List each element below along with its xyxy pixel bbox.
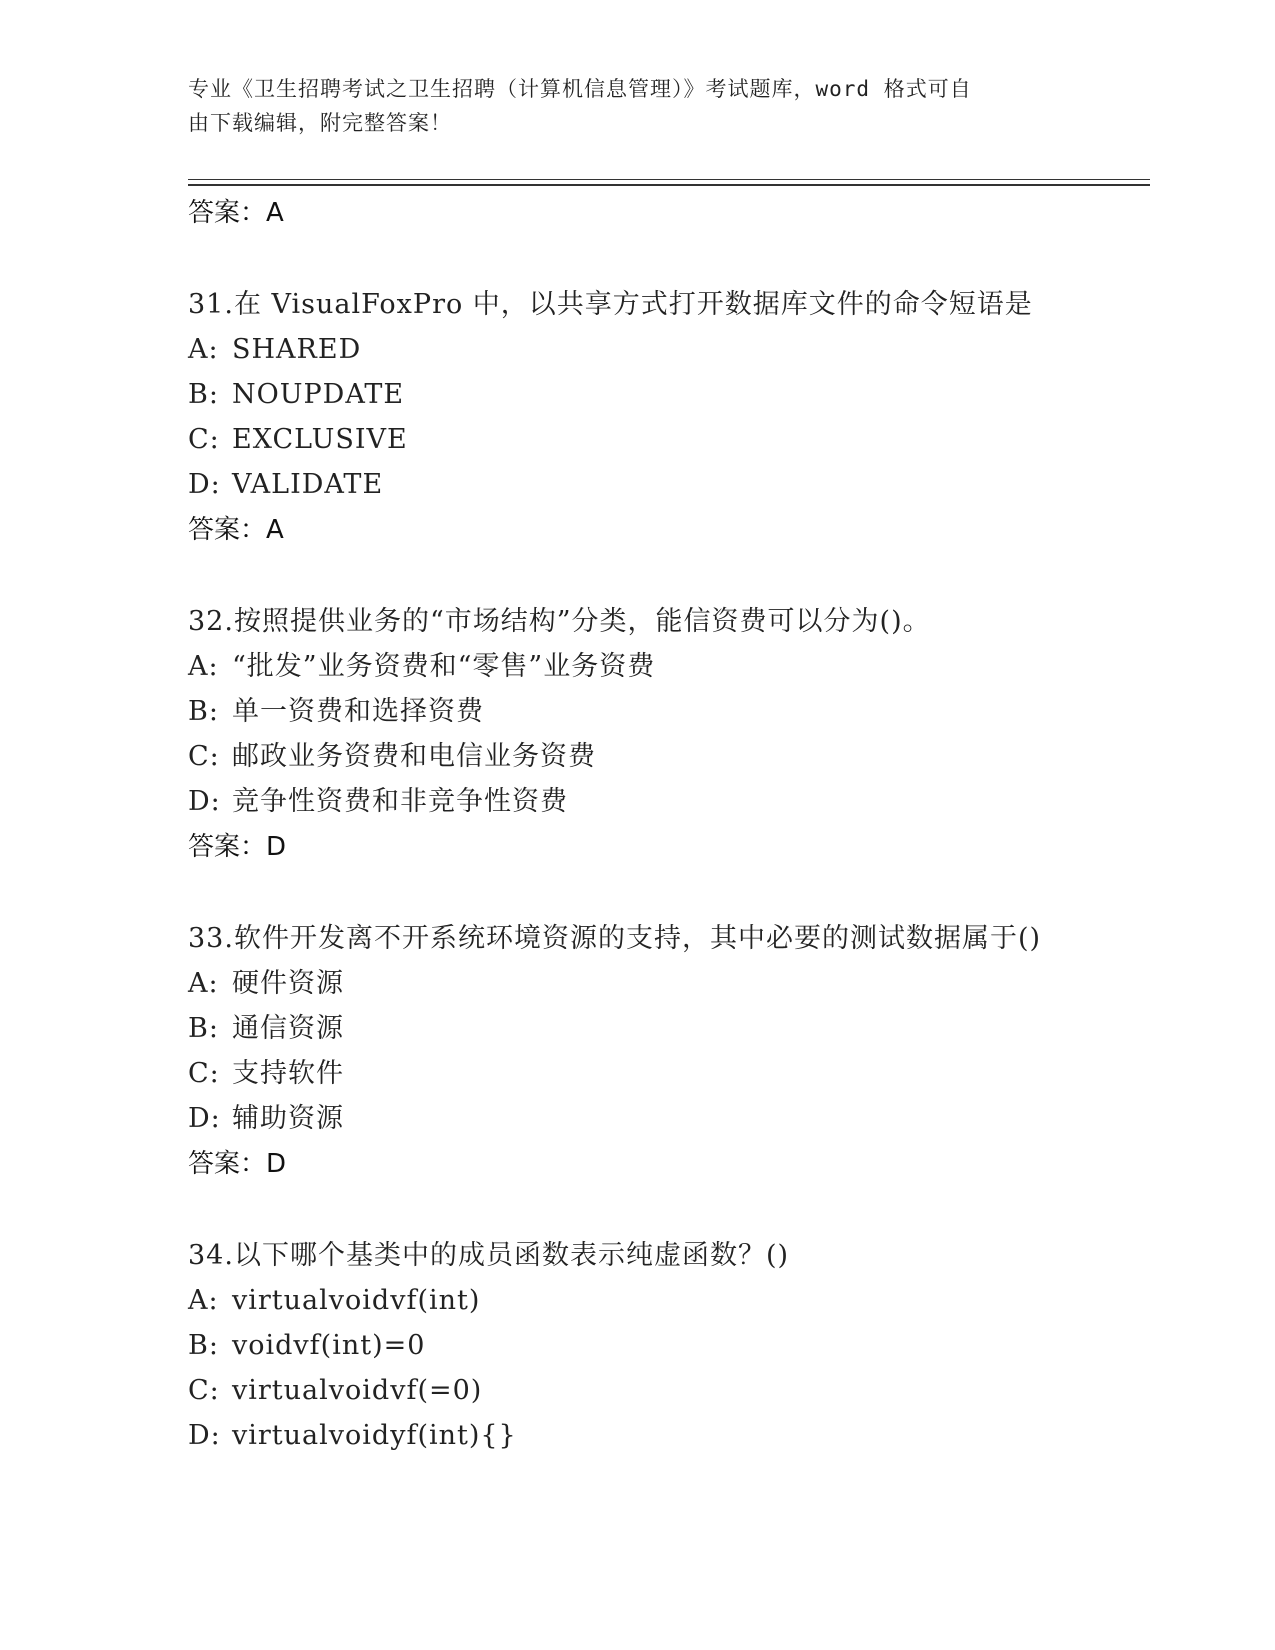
option-c <box>188 734 1148 779</box>
option-text: 辅助资源 <box>232 1103 344 1134</box>
option-key: C: <box>188 424 220 455</box>
header-line-1: 专业《卫生招聘考试之卫生招聘（计算机信息管理）》考试题库，word 格式可自 <box>188 77 972 101</box>
option-text: SHARED <box>232 334 362 365</box>
option-a <box>188 644 1148 689</box>
option-text: virtualvoidyf(int){} <box>232 1420 517 1451</box>
question-title: 32.按照提供业务的“市场结构”分类，能信资费可以分为()。 <box>188 606 931 637</box>
question-title: 33.软件开发离不开系统环境资源的支持，其中必要的测试数据属于() <box>188 923 1042 954</box>
option-c <box>188 1051 1148 1096</box>
option-d <box>188 779 1148 824</box>
option-c <box>188 417 1148 462</box>
option-key: A: <box>188 1285 219 1316</box>
option-text: voidvf(int)=0 <box>232 1330 426 1361</box>
option-b <box>188 1323 1148 1368</box>
option-text: “批发”业务资费和“零售”业务资费 <box>232 651 656 682</box>
option-text: NOUPDATE <box>232 379 405 410</box>
option-b <box>188 689 1148 734</box>
option-text: 竞争性资费和非竞争性资费 <box>232 786 568 817</box>
header-divider-thick <box>188 184 1150 186</box>
option-text: VALIDATE <box>232 469 384 500</box>
option-d <box>188 462 1148 507</box>
question-32 <box>188 599 1148 870</box>
option-key: D: <box>188 786 221 817</box>
question-title: 34.以下哪个基类中的成员函数表示纯虚函数？() <box>188 1240 790 1271</box>
option-a <box>188 327 1148 372</box>
option-text: 支持软件 <box>232 1058 344 1089</box>
option-key: A: <box>188 968 219 999</box>
answer-line: 答案：A <box>188 515 284 545</box>
question-34 <box>188 1233 1148 1458</box>
answer-line: 答案：D <box>188 1149 287 1179</box>
option-key: A: <box>188 334 219 365</box>
option-d <box>188 1096 1148 1141</box>
option-key: A: <box>188 651 219 682</box>
option-c <box>188 1368 1148 1413</box>
answer-line: 答案：D <box>188 832 287 862</box>
option-text: EXCLUSIVE <box>232 424 408 455</box>
question-31 <box>188 282 1148 553</box>
option-d <box>188 1413 1148 1458</box>
header-line-2: 由下载编辑，附完整答案！ <box>188 111 452 135</box>
option-a <box>188 961 1148 1006</box>
question-title: 31.在 VisualFoxPro 中，以共享方式打开数据库文件的命令短语是 <box>188 289 1033 320</box>
option-key: C: <box>188 1375 220 1406</box>
previous-answer: 答案：A <box>188 198 284 228</box>
option-a <box>188 1278 1148 1323</box>
option-b <box>188 372 1148 417</box>
option-text: 邮政业务资费和电信业务资费 <box>232 741 596 772</box>
header-divider-thin <box>188 179 1150 180</box>
option-text: virtualvoidvf(int) <box>232 1285 481 1316</box>
document-header <box>188 72 1068 140</box>
option-key: B: <box>188 1330 219 1361</box>
option-text: 硬件资源 <box>232 968 344 999</box>
option-key: C: <box>188 1058 220 1089</box>
question-33 <box>188 916 1148 1187</box>
option-text: 通信资源 <box>232 1013 344 1044</box>
option-key: D: <box>188 469 221 500</box>
option-key: C: <box>188 741 220 772</box>
option-text: virtualvoidvf(=0) <box>232 1375 483 1406</box>
option-text: 单一资费和选择资费 <box>232 696 484 727</box>
question-list <box>188 190 1148 1458</box>
option-key: B: <box>188 1013 219 1044</box>
option-key: D: <box>188 1103 221 1134</box>
option-key: B: <box>188 379 219 410</box>
option-key: D: <box>188 1420 221 1451</box>
option-key: B: <box>188 696 219 727</box>
option-b <box>188 1006 1148 1051</box>
